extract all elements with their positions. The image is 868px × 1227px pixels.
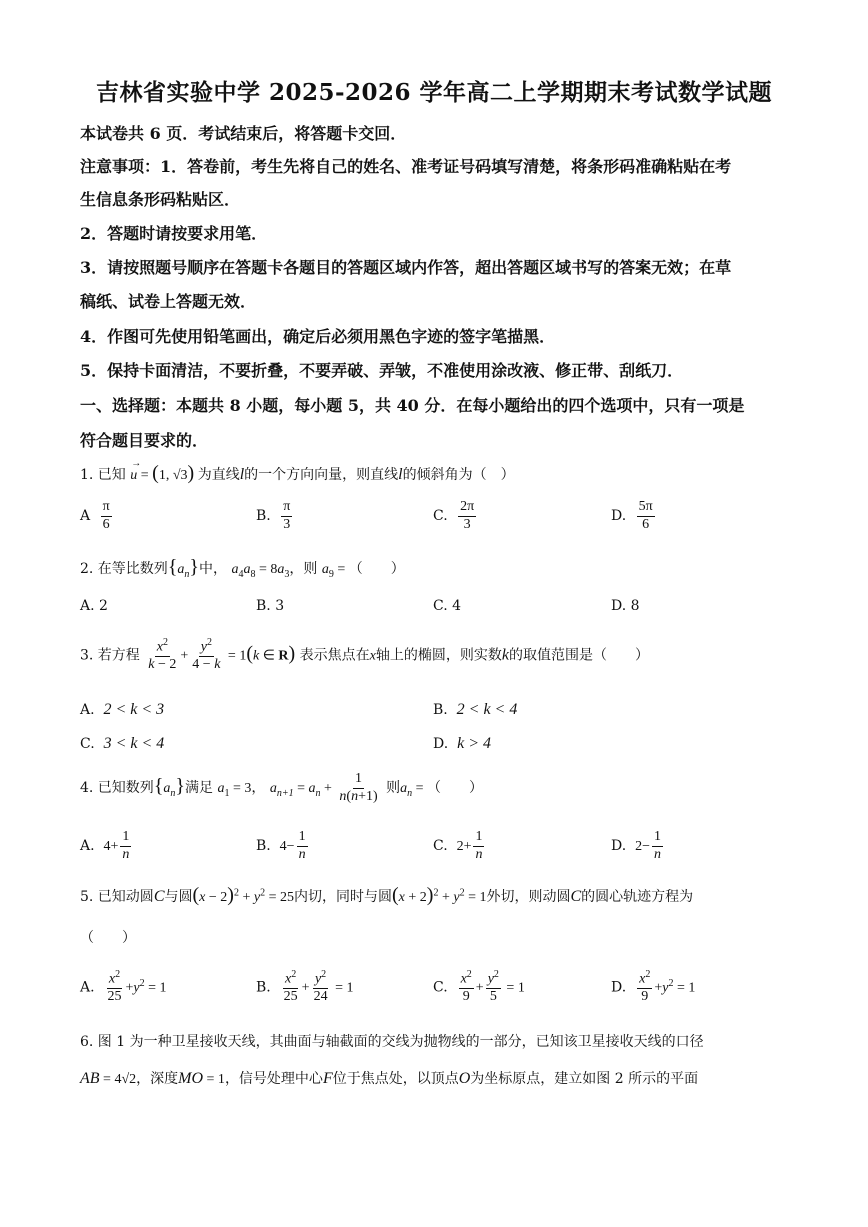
q5-option-a: A. $\frac{x^2}{25}$ $+y^2 = 1$	[80, 969, 167, 1005]
question-6-line1: 6. 图 1 为一种卫星接收天线，其曲面与轴截面的交线为抛物线的一部分，已知该卫星接收天线的口径	[80, 1034, 704, 1050]
note-5: 5．保持卡面清洁，不要折叠，不要弄破、弄皱，不准使用涂改液、修正带、刮纸刀．	[80, 361, 684, 380]
q1-option-d: D. $\frac{5\pi}{6}$	[611, 499, 653, 532]
note-3a: 3．请按照题号顺序在答题卡各题目的答题区域内作答，超出答题区域书写的答案无效；在草	[80, 258, 732, 277]
q4-option-c: C. 2+ $\frac{1}{n}$	[433, 829, 483, 862]
section-heading-line2: 符合题目要求的．	[80, 431, 209, 450]
q2-option-b: B. 3	[256, 598, 285, 614]
question-4: 4. 已知数列$\{a_n\}$满足 $a_1 = 3$， $a_{n+1} = a_n$ + $\frac{1}{n(n+1)}$ 则$a_n$ = （ ）	[80, 771, 483, 804]
q1-option-a: A $\frac{\pi}{6}$	[80, 499, 110, 532]
question-3: 3. 若方程 $\frac{x^2}{k - 2}$ + $\frac{y^2}{4 - k}$ = 1(k ∈ R) 表示焦点在x轴上的椭圆，则实数k的取值范围是（ ）	[80, 637, 649, 673]
q4-option-b: B. 4− $\frac{1}{n}$	[256, 829, 306, 862]
q5-option-c: C. $\frac{x^2}{9}$ + $\frac{y^2}{5}$ = 1	[433, 969, 525, 1005]
q5-option-b: B. $\frac{x^2}{25}$ + $\frac{y^2}{24}$ = 1	[256, 969, 354, 1005]
q3-option-b: B. 2 < k < 4	[433, 701, 518, 718]
q1-text-1: 为直线	[197, 467, 240, 483]
q3-option-c: C. 3 < k < 4	[80, 735, 165, 752]
q1-lead: 1. 已知	[80, 467, 126, 483]
note-1a: 注意事项：1．答卷前，考生先将自己的姓名、准考证号码填写清楚，将条形码准确粘贴在考	[80, 157, 732, 176]
note-4: 4．作图可先使用铅笔画出，确定后必须用黑色字迹的签字笔描黑．	[80, 327, 556, 346]
intro-text: 本试卷共 6 页．考试结束后，将答题卡交回．	[80, 124, 407, 143]
q2-option-d: D. 8	[611, 598, 640, 614]
q3-option-a: A. 2 < k < 3	[80, 701, 165, 718]
note-2: 2．答题时请按要求用笔．	[80, 224, 268, 243]
q5-paren: （ ）	[80, 930, 136, 946]
q1-text-2: 的一个方向向量，则直线	[244, 467, 399, 483]
question-1: 1. 已知 u → = (1, √3) 为直线l的一个方向向量，则直线l的倾斜角为（ ）	[80, 458, 515, 484]
note-1b: 生信息条形码粘贴区．	[80, 190, 241, 209]
note-3b: 稿纸、试卷上答题无效．	[80, 292, 257, 311]
q1-vector: u → = (1, √3)	[130, 458, 195, 484]
q1-option-b: B. $\frac{\pi}{3}$	[256, 499, 291, 532]
q4-option-a: A. 4+ $\frac{1}{n}$	[80, 829, 130, 862]
section-heading-line1: 一、选择题：本题共 8 小题，每小题 5，共 40 分．在每小题给出的四个选项中，只有一项是	[80, 396, 745, 415]
q4-option-d: D. 2− $\frac{1}{n}$	[611, 829, 661, 862]
q5-option-d: D. $\frac{x^2}{9}$ $+y^2 = 1$	[611, 969, 696, 1005]
question-6-line2: AB = 4√2，深度MO = 1，信号处理中心F位于焦点处，以顶点O为坐标原点，建立如图 2 所示的平面	[80, 1070, 699, 1087]
q3-option-d: D. k > 4	[433, 735, 491, 752]
q1-text-3: 的倾斜角为（ ）	[402, 467, 515, 483]
question-2: 2. 在等比数列$\{a_n\}$中， $a_4a_8 = 8a_3$，则 $a_9$ = （ ）	[80, 556, 405, 580]
q1-option-c: C. $\frac{2\pi}{3}$	[433, 499, 475, 532]
question-5: 5. 已知动圆C与圆$(x - 2)^2 + y^2 = 25$内切，同时与圆$(x + 2)^2 + y^2 = 1$外切，则动圆C的圆心轨迹方程为	[80, 884, 694, 906]
page-title: 吉林省实验中学 2025-2026 学年高二上学期期末考试数学试题	[95, 79, 773, 106]
q2-option-a: A. 2	[80, 598, 108, 614]
q2-option-c: C. 4	[433, 598, 462, 614]
